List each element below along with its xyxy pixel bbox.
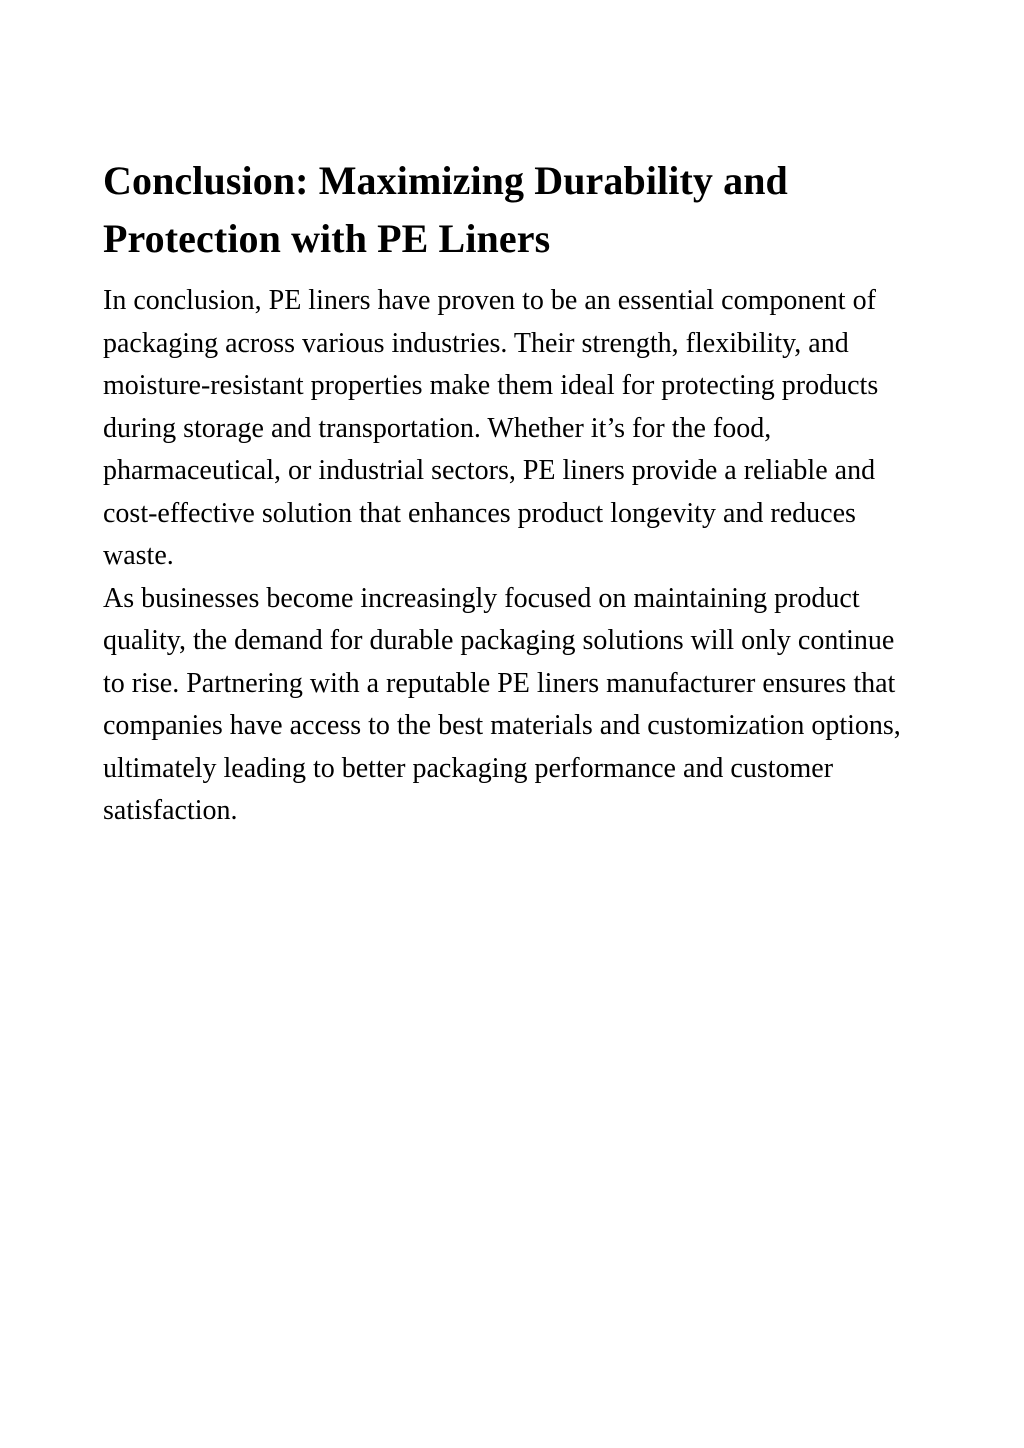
body-paragraph-1: In conclusion, PE liners have proven to be an essential component of packaging across various industries. Their strength, flexibility, and moisture-resistant properties make them ideal for protecting products during storage and transportation. Whether it’s for the food, pharmaceutical, or industrial sectors, PE liners provide a reliable and cost-effective solution that enhances product longevity and reduces waste. xyxy=(103,285,879,571)
body-paragraph-2: As businesses become increasingly focused on maintaining product quality, the demand for durable packaging solutions will only continue to rise. Partnering with a reputable PE liners manufacturer ensures that companies have access to the best materials and customization options, ultimately leading to better packaging performance and customer satisfaction. xyxy=(103,582,901,826)
document-page xyxy=(103,152,903,833)
section-heading: Conclusion: Maximizing Durability and Protection with PE Liners xyxy=(103,158,788,261)
